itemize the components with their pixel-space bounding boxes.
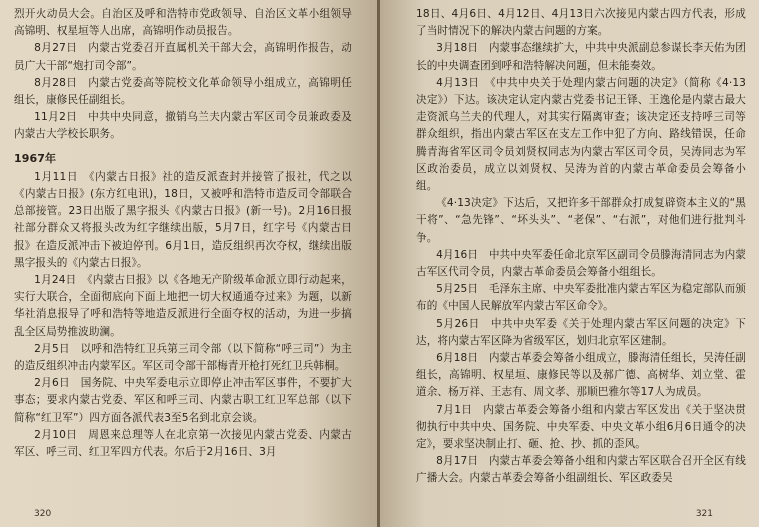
paragraph: 8月28日 内蒙古党委高等院校文化革命领导小组成立，高锦明任组长，康修民任副组长。: [14, 76, 352, 107]
paragraph: 8月27日 内蒙古党委召开直属机关干部大会，高锦明作报告，动员广大干部“炮打司令部”。: [14, 42, 352, 72]
left-paragraphs-after: [14, 169, 352, 461]
page-number-right: 321: [695, 509, 713, 519]
paragraph: 2月10日 周恩来总理等人在北京第一次接见内蒙古党委、内蒙古军区、呼三司、红卫军四方代表。尔后于2月16日、3月: [14, 428, 352, 459]
paragraph: 7月1日 内蒙古革委会筹备小组和内蒙古军区发出《关于坚决贯彻执行中共中央、国务院、中央军委、中央文革小组6月6日通令的决定》，要求坚决制止打、砸、抢、抄、抓的歪风。: [416, 403, 746, 451]
paragraph: 烈开火动员大会。自治区及呼和浩特市党政领导、自治区文革小组领导高锦明、权星垣等人出席，高锦明作动员报告。: [14, 8, 352, 38]
paragraph: 8月17日 内蒙古革委会筹备小组和内蒙古军区联合召开全区有线广播大会。内蒙古革委会筹备小组副组长、军区政委吴: [416, 455, 746, 485]
paragraph: 2月5日 以呼和浩特红卫兵第三司令部（以下简称“呼三司”）为主的造反组织冲击内蒙军区。军区司令部干部梅青开枪打死红卫兵韩桐。: [14, 342, 352, 373]
left-page-text: [14, 6, 352, 461]
right-page-text: [416, 6, 746, 488]
paragraph: 4月16日 中共中央军委任命北京军区副司令员滕海清同志为内蒙古军区代司令员，内蒙古革命委员会筹备小组组长。: [416, 248, 746, 279]
paragraph: 3月18日 内蒙事态继续扩大，中共中央派副总参谋长李天佑为团长的中央调查团到呼和浩特解决问题，但未能奏效。: [416, 42, 746, 72]
paragraph: 4月13日 《中共中央关于处理内蒙古问题的决定》（简称《4·13决定》）下达。该决定认定内蒙古党委书记王铎、王逸伦是内蒙古最大走资派乌兰夫的代理人，对其实行隔离审查；该决定还支持呼三司等群众组织，指出内蒙古军区在支左工作中犯了方向、路线错误，任命腾青海省军区司令员刘贤权同志为内蒙古军区司令员，吴涛同志为军区政治委员，成立以刘贤权、吴涛为首的内蒙古革命委员会筹备小组。: [416, 76, 746, 193]
page-number-left: 320: [34, 509, 52, 519]
year-heading: 1967年: [14, 151, 57, 165]
left-page: [0, 0, 378, 527]
paragraph: 2月6日 国务院、中央军委电示立即停止冲击军区事件，不要扩大事态；要求内蒙古党委、军区和呼三司、内蒙古职工红卫军总部（以下简称“红卫军”）四方面各派代表3至5名到北京会谈。: [14, 377, 352, 424]
paragraph: 1月11日 《内蒙古日报》社的造反派查封并接管了报社，代之以《内蒙古日报》(东方红电讯)，18日，又被呼和浩特市造反司令部联合总部接管。23日出版了黑字报头《内蒙古日报》(新一号)。2月16日报社部分群众又将报头改为红字继续出版，5月7日，红字号《内蒙古日报》在造反派冲击下被迫停刊。6月1日，造反组织再次夺权，继续出版黑字报头的《内蒙古日报》。: [14, 170, 352, 269]
paragraph: 5月25日 毛泽东主席、中央军委批准内蒙古军区为稳定部队而颁布的《中国人民解放军内蒙古军区命令》。: [416, 283, 746, 313]
paragraph: 5月26日 中共中央军委《关于处理内蒙古军区问题的决定》下达，将内蒙古军区降为省级军区，划归北京军区建制。: [416, 317, 746, 347]
paragraph: 1月24日 《内蒙古日报》以《各地无产阶级革命派立即行动起来，实行大联合，全面彻底向下面上地把一切大权通通夺过来》为题，以新华社消息报导了呼和浩特等地造反派进行全面夺权的活动，为进一步搞乱全区局势推波助澜。: [14, 274, 352, 338]
right-paragraphs: [416, 6, 746, 488]
paragraph: 6月18日 内蒙古革委会筹备小组成立，滕海清任组长，吴涛任副组长，高锦明、权星垣、康修民等以及郝广德、高树华、刘立堂、霍道余、杨万祥、王志有、周文孝、那顺巴雅尔等17人为成员。: [416, 352, 746, 399]
paragraph: 18日、4月6日、4月12日、4月13日六次接见内蒙古四方代表，形成了当时情况下的解决内蒙古问题的方案。: [416, 8, 746, 38]
right-page: [380, 0, 759, 527]
left-paragraphs-before: [14, 6, 352, 144]
paragraph: 《4·13决定》下达后，又把许多干部群众打成复辟资本主义的“黑干将”、“急先锋”、“坏头头”、“老保”、“右派”，对他们进行批判斗争。: [416, 197, 746, 244]
paragraph: 11月2日 中共中央同意，撤销乌兰夫内蒙古军区司令员兼政委及内蒙古大学校长职务。: [14, 111, 352, 141]
